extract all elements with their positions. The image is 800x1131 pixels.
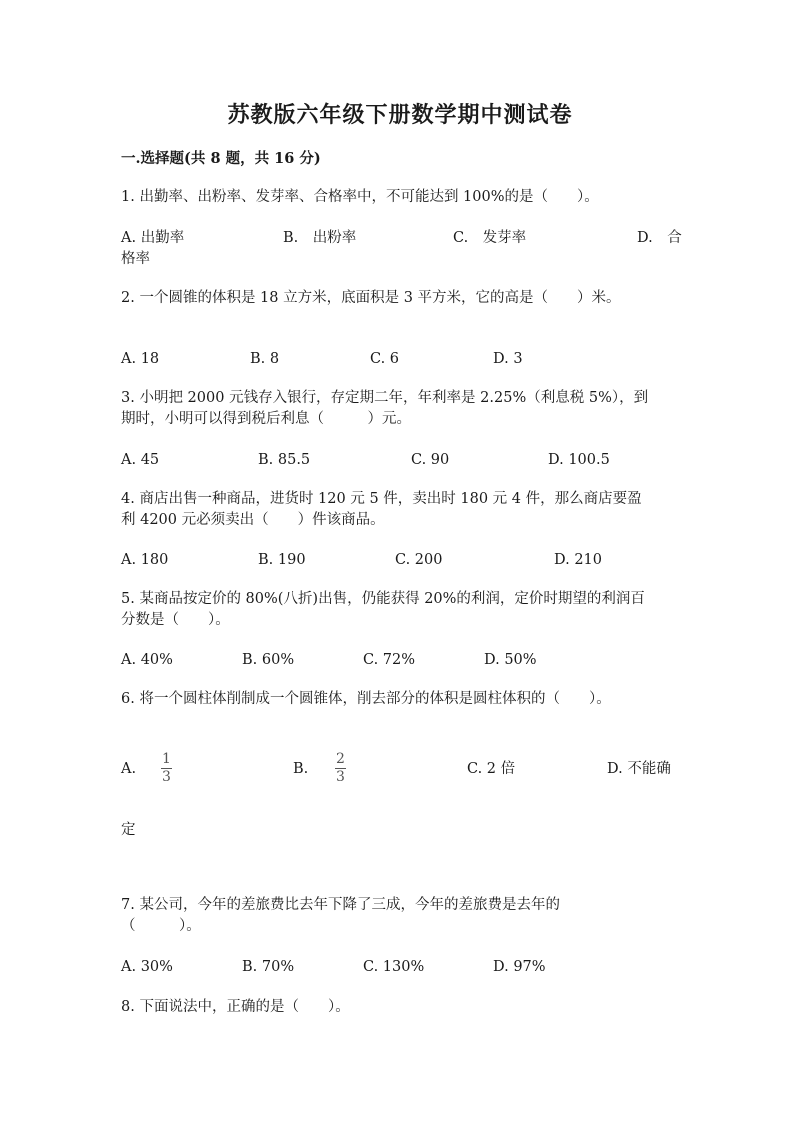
question-2-option-a: A. 18 xyxy=(121,351,160,367)
question-3-option-d: D. 100.5 xyxy=(548,452,610,468)
question-7-option-d: D. 97% xyxy=(493,959,546,975)
question-6-option-d: D. 不能确 xyxy=(607,761,671,777)
question-4-stem-line1: 4. 商店出售一种商品，进货时 120 元 5 件，卖出时 180 元 4 件，那么商店要盈 xyxy=(121,491,642,507)
question-4-stem-line2: 利 4200 元必须卖出（ ）件该商品。 xyxy=(121,512,385,528)
question-5-option-b: B. 60% xyxy=(242,652,295,668)
question-1-option-c: C. 发芽率 xyxy=(453,230,527,246)
fraction-numerator: 1 xyxy=(162,751,171,767)
question-7-stem-line1: 7. 某公司，今年的差旅费比去年下降了三成，今年的差旅费是去年的 xyxy=(121,897,560,913)
question-5-stem-line1: 5. 某商品按定价的 80%(八折)出售，仍能获得 20%的利润，定价时期望的利润百 xyxy=(121,591,645,607)
question-1-option-b: B. 出粉率 xyxy=(283,230,357,246)
fraction-numerator: 2 xyxy=(336,751,345,767)
question-7-option-c: C. 130% xyxy=(363,959,425,975)
question-3-stem-line2: 期时，小明可以得到税后利息（ ）元。 xyxy=(121,411,411,427)
question-1-option-d-wrap: 格率 xyxy=(121,251,150,267)
question-4-option-b: B. 190 xyxy=(258,552,306,568)
question-6-option-a-fraction xyxy=(161,752,172,784)
question-5-option-c: C. 72% xyxy=(363,652,416,668)
question-6-option-b-fraction xyxy=(335,752,346,784)
question-2-option-d: D. 3 xyxy=(493,351,523,367)
question-8-stem: 8. 下面说法中，正确的是（ ）。 xyxy=(121,999,350,1015)
question-5-stem-line2: 分数是（ ）。 xyxy=(121,612,230,628)
question-5-option-d: D. 50% xyxy=(484,652,537,668)
question-3-option-a: A. 45 xyxy=(121,452,160,468)
question-6-option-c: C. 2 倍 xyxy=(467,761,516,777)
question-7-option-a: A. 30% xyxy=(121,959,173,975)
question-6-option-b-label: B. xyxy=(293,761,309,777)
question-2-option-c: C. 6 xyxy=(370,351,400,367)
question-7-stem-line2: （ ）。 xyxy=(121,918,201,934)
fraction-denominator: 3 xyxy=(162,769,171,785)
question-4-option-c: C. 200 xyxy=(395,552,443,568)
question-6-option-a-label: A. xyxy=(121,761,137,777)
question-1-option-d: D. 合 xyxy=(637,230,682,246)
question-7-option-b: B. 70% xyxy=(242,959,295,975)
question-1-stem: 1. 出勤率、出粉率、发芽率、合格率中，不可能达到 100%的是（ ）。 xyxy=(121,189,599,205)
question-4-option-d: D. 210 xyxy=(554,552,603,568)
question-5-option-a: A. 40% xyxy=(121,652,173,668)
fraction-denominator: 3 xyxy=(336,769,345,785)
section-heading: 一.选择题(共 8 题，共 16 分) xyxy=(121,150,321,167)
question-3-option-b: B. 85.5 xyxy=(258,452,311,468)
question-1-option-a: A. 出勤率 xyxy=(121,230,185,246)
question-2-option-b: B. 8 xyxy=(250,351,280,367)
question-3-stem-line1: 3. 小明把 2000 元钱存入银行，存定期二年，年利率是 2.25%（利息税 5%），到 xyxy=(121,390,649,406)
question-6-stem: 6. 将一个圆柱体削制成一个圆锥体，削去部分的体积是圆柱体积的（ ）。 xyxy=(121,691,611,707)
page-title: 苏教版六年级下册数学期中测试卷 xyxy=(227,102,573,128)
question-4-option-a: A. 180 xyxy=(121,552,169,568)
question-2-stem: 2. 一个圆锥的体积是 18 立方米，底面积是 3 平方米，它的高是（ ）米。 xyxy=(121,290,621,306)
question-3-option-c: C. 90 xyxy=(411,452,450,468)
question-6-option-d-wrap: 定 xyxy=(121,822,136,838)
